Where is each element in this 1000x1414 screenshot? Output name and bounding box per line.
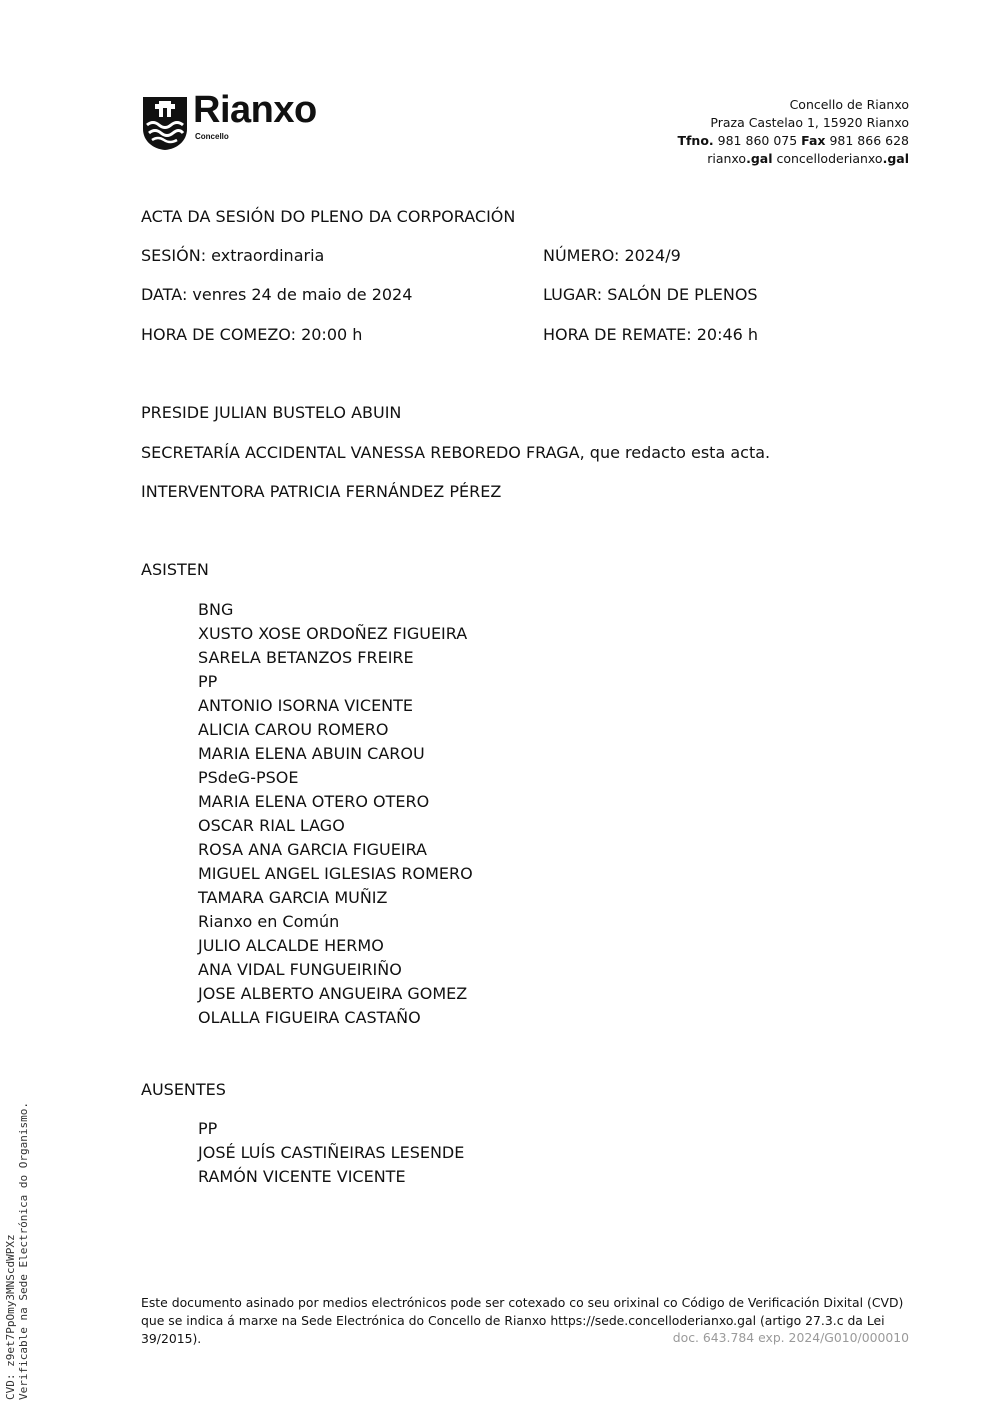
fax-number: 981 866 628 xyxy=(829,133,909,148)
web2-prefix[interactable]: concelloderianxo xyxy=(776,151,883,166)
organization-contact xyxy=(677,96,909,168)
list-item: Rianxo en Común xyxy=(198,912,340,931)
list-item: OLALLA FIGUEIRA CASTAÑO xyxy=(198,1008,421,1027)
secretary: SECRETARÍA ACCIDENTAL VANESSA REBOREDO FRAGA, que redacto esta acta. xyxy=(141,443,771,462)
session-end-time: HORA DE REMATE: 20:46 h xyxy=(543,325,759,344)
session-date: DATA: venres 24 de maio de 2024 xyxy=(141,285,413,304)
org-websites xyxy=(677,150,909,168)
phone-number: 981 860 075 xyxy=(717,133,798,148)
list-item: MARIA ELENA ABUIN CAROU xyxy=(198,744,425,763)
verify-text: Verificable na Sede Electrónica do Organismo. xyxy=(17,1101,30,1400)
attendees-heading: ASISTEN xyxy=(141,560,209,579)
org-name: Concello de Rianxo xyxy=(789,97,909,112)
list-item: TAMARA GARCIA MUÑIZ xyxy=(198,888,388,907)
rianxo-shield-icon xyxy=(141,95,189,151)
list-item: JOSÉ LUÍS CASTIÑEIRAS LESENDE xyxy=(198,1143,465,1162)
document-title: ACTA DA SESIÓN DO PLENO DA CORPORACIÓN xyxy=(141,207,516,226)
web1-prefix[interactable]: rianxo xyxy=(707,151,747,166)
list-item: JULIO ALCALDE HERMO xyxy=(198,936,384,955)
presiding-official: PRESIDE JULIAN BUSTELO ABUIN xyxy=(141,403,402,422)
session-start-time: HORA DE COMEZO: 20:00 h xyxy=(141,325,363,344)
verification-notice: Este documento asinado por medios electrónicos pode ser cotexado co seu orixinal co Código de Verificación Dixital (CVD) que se indica á marxe na Sede Electrónica do Concello de Rianxo https://sede.concelloderianxo.gal (artigo 27.3.c da Lei 39/2015). xyxy=(141,1295,904,1346)
document-reference: doc. 643.784 exp. 2024/G010/000010 xyxy=(672,1330,909,1345)
session-number: NÚMERO: 2024/9 xyxy=(543,246,681,265)
list-item: MARIA ELENA OTERO OTERO xyxy=(198,792,430,811)
fax-label: Fax xyxy=(801,133,826,148)
list-item: PP xyxy=(198,1119,218,1138)
list-item: OSCAR RIAL LAGO xyxy=(198,816,345,835)
web2-suffix[interactable]: .gal xyxy=(882,151,909,166)
list-item: PP xyxy=(198,672,218,691)
phone-label: Tfno. xyxy=(677,133,714,148)
list-item: RAMÓN VICENTE VICENTE xyxy=(198,1167,406,1186)
absent-list xyxy=(198,1117,464,1189)
list-item: PSdeG-PSOE xyxy=(198,768,299,787)
web1-suffix[interactable]: .gal xyxy=(746,151,773,166)
org-phones xyxy=(677,132,909,150)
logo-subtitle: Concello xyxy=(195,132,229,141)
cvd-code: CVD: z9et7PpOmy3MNScdWPXz xyxy=(4,1234,17,1400)
attendees-list xyxy=(198,598,473,1030)
list-item: ANA VIDAL FUNGUEIRIÑO xyxy=(198,960,402,979)
absent-heading: AUSENTES xyxy=(141,1080,226,1099)
list-item: MIGUEL ANGEL IGLESIAS ROMERO xyxy=(198,864,473,883)
list-item: JOSE ALBERTO ANGUEIRA GOMEZ xyxy=(198,984,468,1003)
session-type: SESIÓN: extraordinaria xyxy=(141,246,325,265)
session-place: LUGAR: SALÓN DE PLENOS xyxy=(543,285,758,304)
list-item: ALICIA CAROU ROMERO xyxy=(198,720,389,739)
list-item: BNG xyxy=(198,600,234,619)
logo-wordmark: Rianxo xyxy=(193,89,317,131)
concello-logo xyxy=(141,89,351,155)
list-item: ANTONIO ISORNA VICENTE xyxy=(198,696,414,715)
auditor: INTERVENTORA PATRICIA FERNÁNDEZ PÉREZ xyxy=(141,482,502,501)
list-item: SARELA BETANZOS FREIRE xyxy=(198,648,414,667)
list-item: XUSTO XOSE ORDOÑEZ FIGUEIRA xyxy=(198,624,468,643)
org-address: Praza Castelao 1, 15920 Rianxo xyxy=(710,115,909,130)
side-verification-stamp xyxy=(4,1102,30,1400)
list-item: ROSA ANA GARCIA FIGUEIRA xyxy=(198,840,427,859)
